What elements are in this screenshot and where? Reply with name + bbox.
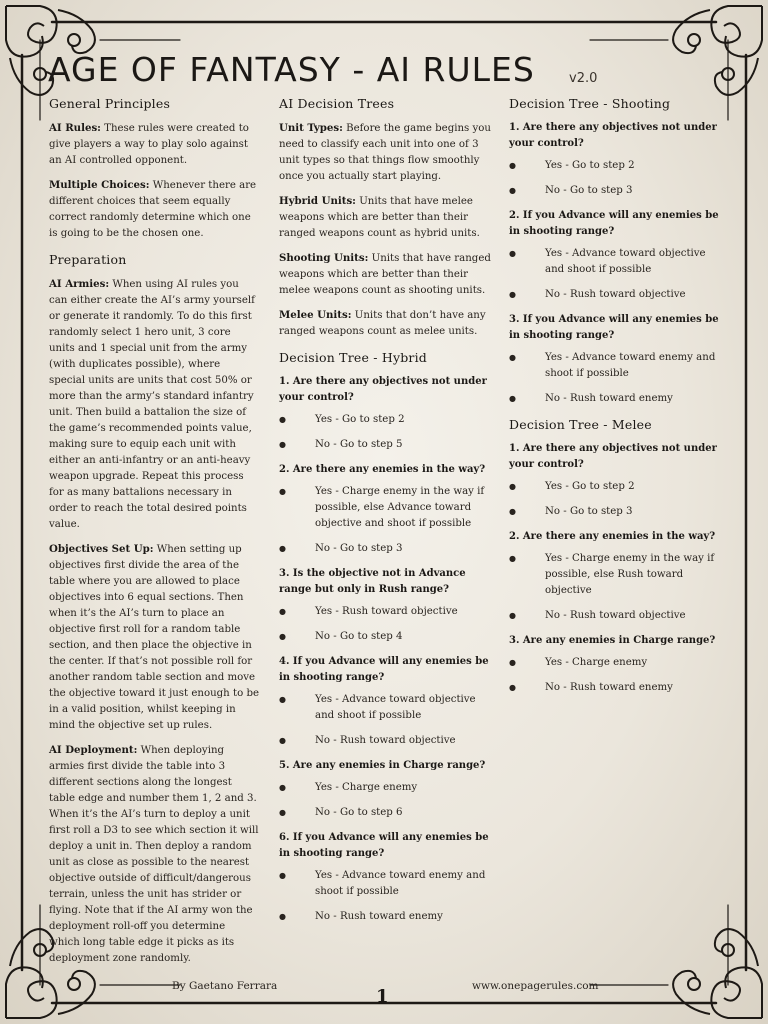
preparation-heading: Preparation — [49, 252, 127, 267]
shooting-question: 2. If you Advance will any enemies be in shooting range? — [509, 210, 719, 237]
shooting-question: 1. Are there any objectives not under your control? — [509, 122, 717, 149]
shooting-tree-heading: Decision Tree - Shooting — [509, 96, 671, 111]
bullet-icon: ● — [279, 912, 286, 921]
melee-option: ● Yes - Charge enemy — [509, 655, 721, 671]
shooting-option: ● No - Rush toward objective — [509, 287, 721, 303]
hybrid-question: 1. Are there any objectives not under your control? — [279, 376, 487, 403]
bullet-icon: ● — [279, 607, 286, 616]
hybrid-question: 6. If you Advance will any enemies be in shooting range? — [279, 832, 489, 859]
bullet-icon: ● — [279, 487, 286, 496]
hybrid-option: ● Yes - Charge enemy — [279, 780, 491, 796]
hybrid-option: ● No - Go to step 6 — [279, 805, 491, 821]
page-title: AGE OF FANTASY - AI RULES — [48, 50, 535, 89]
melee-option: ● No - Rush toward objective — [509, 608, 721, 624]
melee-units-paragraph: Melee Units: Units that don’t have any ranged weapons count as melee units. — [279, 309, 486, 337]
hybrid-option: ● Yes - Advance toward objective and shoot if possible — [279, 692, 491, 724]
bullet-icon: ● — [279, 808, 286, 817]
melee-option: ● Yes - Charge enemy in the way if possible, else Rush toward objective — [509, 551, 721, 599]
melee-option: ● Yes - Go to step 2 — [509, 479, 721, 495]
hybrid-option: ● No - Rush toward enemy — [279, 909, 491, 925]
objectives-setup-paragraph: Objectives Set Up: When setting up objectives first divide the area of the table where you are allowed to place objectives into 6 equal sections. Then when it’s the AI’s turn to place an objective first roll for a random table section, and then place the objective in the center. If that’s not possible roll for another random table section and move the objective toward it just enough to be in a valid position, whilst keeping in mind the objective set up rules. — [49, 543, 259, 731]
hybrid-question: 4. If you Advance will any enemies be in shooting range? — [279, 656, 489, 683]
bullet-icon: ● — [279, 783, 286, 792]
melee-option: ● No - Go to step 3 — [509, 504, 721, 520]
header — [48, 50, 648, 96]
bullet-icon: ● — [509, 249, 516, 258]
ai-deployment-paragraph: AI Deployment: When deploying armies first divide the table into 3 different sections along the longest table edge and number them 1, 2 and 3. When it’s the AI’s turn to deploy a unit first roll a D3 to see which section it will deploy a unit in. Then deploy a random unit as close as possible to the nearest objective outside of difficult/dangerous terrain, unless the unit has strider or flying. Note that if the AI army won the deployment roll-off you determine which long table edge it picks as its deployment zone randomly. — [49, 744, 259, 964]
page-number: 1 — [376, 986, 389, 1007]
melee-question: 1. Are there any objectives not under your control? — [509, 443, 717, 470]
bullet-icon: ● — [509, 353, 516, 362]
bullet-icon: ● — [279, 544, 286, 553]
shooting-option: ● No - Go to step 3 — [509, 183, 721, 199]
bullet-icon: ● — [509, 482, 516, 491]
hybrid-option: ● Yes - Rush toward objective — [279, 604, 491, 620]
melee-option: ● No - Rush toward enemy — [509, 680, 721, 696]
column-shooting-melee — [509, 96, 721, 705]
decision-trees-heading: AI Decision Trees — [279, 96, 395, 111]
bullet-icon: ● — [279, 632, 286, 641]
shooting-units-paragraph: Shooting Units: Units that have ranged weapons which are better than their melee weapons count as shooting units. — [279, 252, 491, 296]
bullet-icon: ● — [509, 554, 516, 563]
column-general — [49, 96, 259, 975]
shooting-option: ● No - Rush toward enemy — [509, 391, 721, 407]
unit-types-paragraph: Unit Types: Before the game begins you need to classify each unit into one of 3 unit types so that things flow smoothly once you actually start playing. — [279, 122, 491, 182]
hybrid-option: ● No - Rush toward objective — [279, 733, 491, 749]
bullet-icon: ● — [509, 611, 516, 620]
ai-armies-paragraph: AI Armies: When using AI rules you can either create the AI’s army yourself or generate it randomly. To do this first randomly select 1 hero unit, 3 core units and 1 special unit from the army (with duplicates possible), where special units are units that cost 50% or more than the army’s standard infantry unit. Then build a battalion the size of the game’s recommended points value, making sure to equip each unit with either an anti-infantry or an anti-heavy weapon upgrade. Repeat this process for as many battalions necessary in order to reach the total desired points value. — [49, 278, 255, 530]
corner-ornament-bottom-right — [673, 929, 762, 1018]
hybrid-option: ● Yes - Go to step 2 — [279, 412, 491, 428]
website-link[interactable]: www.onepagerules.com — [472, 980, 599, 992]
bullet-icon: ● — [279, 440, 286, 449]
hybrid-option: ● Yes - Charge enemy in the way if possible, else Advance toward objective and shoot if possible — [279, 484, 491, 532]
bullet-icon: ● — [279, 736, 286, 745]
bullet-icon: ● — [279, 415, 286, 424]
hybrid-question: 3. Is the objective not in Advance range but only in Rush range? — [279, 568, 466, 595]
bullet-icon: ● — [509, 658, 516, 667]
hybrid-tree-heading: Decision Tree - Hybrid — [279, 350, 427, 365]
multiple-choices-paragraph: Multiple Choices: Whenever there are different choices that seem equally correct randomly determine which one is going to be the chosen one. — [49, 179, 257, 239]
ai-rules-paragraph: AI Rules: These rules were created to give players a way to play solo against an AI controlled opponent. — [49, 122, 249, 166]
column-decision-trees — [279, 96, 491, 934]
hybrid-option: ● Yes - Advance toward enemy and shoot if possible — [279, 868, 491, 900]
shooting-question: 3. If you Advance will any enemies be in shooting range? — [509, 314, 719, 341]
bullet-icon: ● — [509, 290, 516, 299]
hybrid-option: ● No - Go to step 5 — [279, 437, 491, 453]
melee-question: 2. Are there any enemies in the way? — [509, 531, 716, 542]
bullet-icon: ● — [279, 871, 286, 880]
shooting-option: ● Yes - Advance toward enemy and shoot if possible — [509, 350, 721, 382]
version-label: v2.0 — [569, 71, 598, 86]
bullet-icon: ● — [509, 683, 516, 692]
shooting-option: ● Yes - Go to step 2 — [509, 158, 721, 174]
melee-tree-heading: Decision Tree - Melee — [509, 417, 652, 432]
bullet-icon: ● — [509, 161, 516, 170]
bullet-icon: ● — [509, 186, 516, 195]
author-credit: By Gaetano Ferrara — [172, 980, 278, 992]
bullet-icon: ● — [509, 394, 516, 403]
bullet-icon: ● — [509, 507, 516, 516]
bullet-icon: ● — [279, 695, 286, 704]
hybrid-option: ● No - Go to step 4 — [279, 629, 491, 645]
hybrid-units-paragraph: Hybrid Units: Units that have melee weapons which are better than their ranged weapons count as hybrid units. — [279, 195, 480, 239]
general-principles-heading: General Principles — [49, 96, 171, 111]
shooting-option: ● Yes - Advance toward objective and shoot if possible — [509, 246, 721, 278]
melee-question: 3. Are any enemies in Charge range? — [509, 635, 716, 646]
hybrid-option: ● No - Go to step 3 — [279, 541, 491, 557]
corner-ornament-top-right — [673, 6, 762, 95]
hybrid-question: 5. Are any enemies in Charge range? — [279, 760, 486, 771]
hybrid-question: 2. Are there any enemies in the way? — [279, 464, 486, 475]
